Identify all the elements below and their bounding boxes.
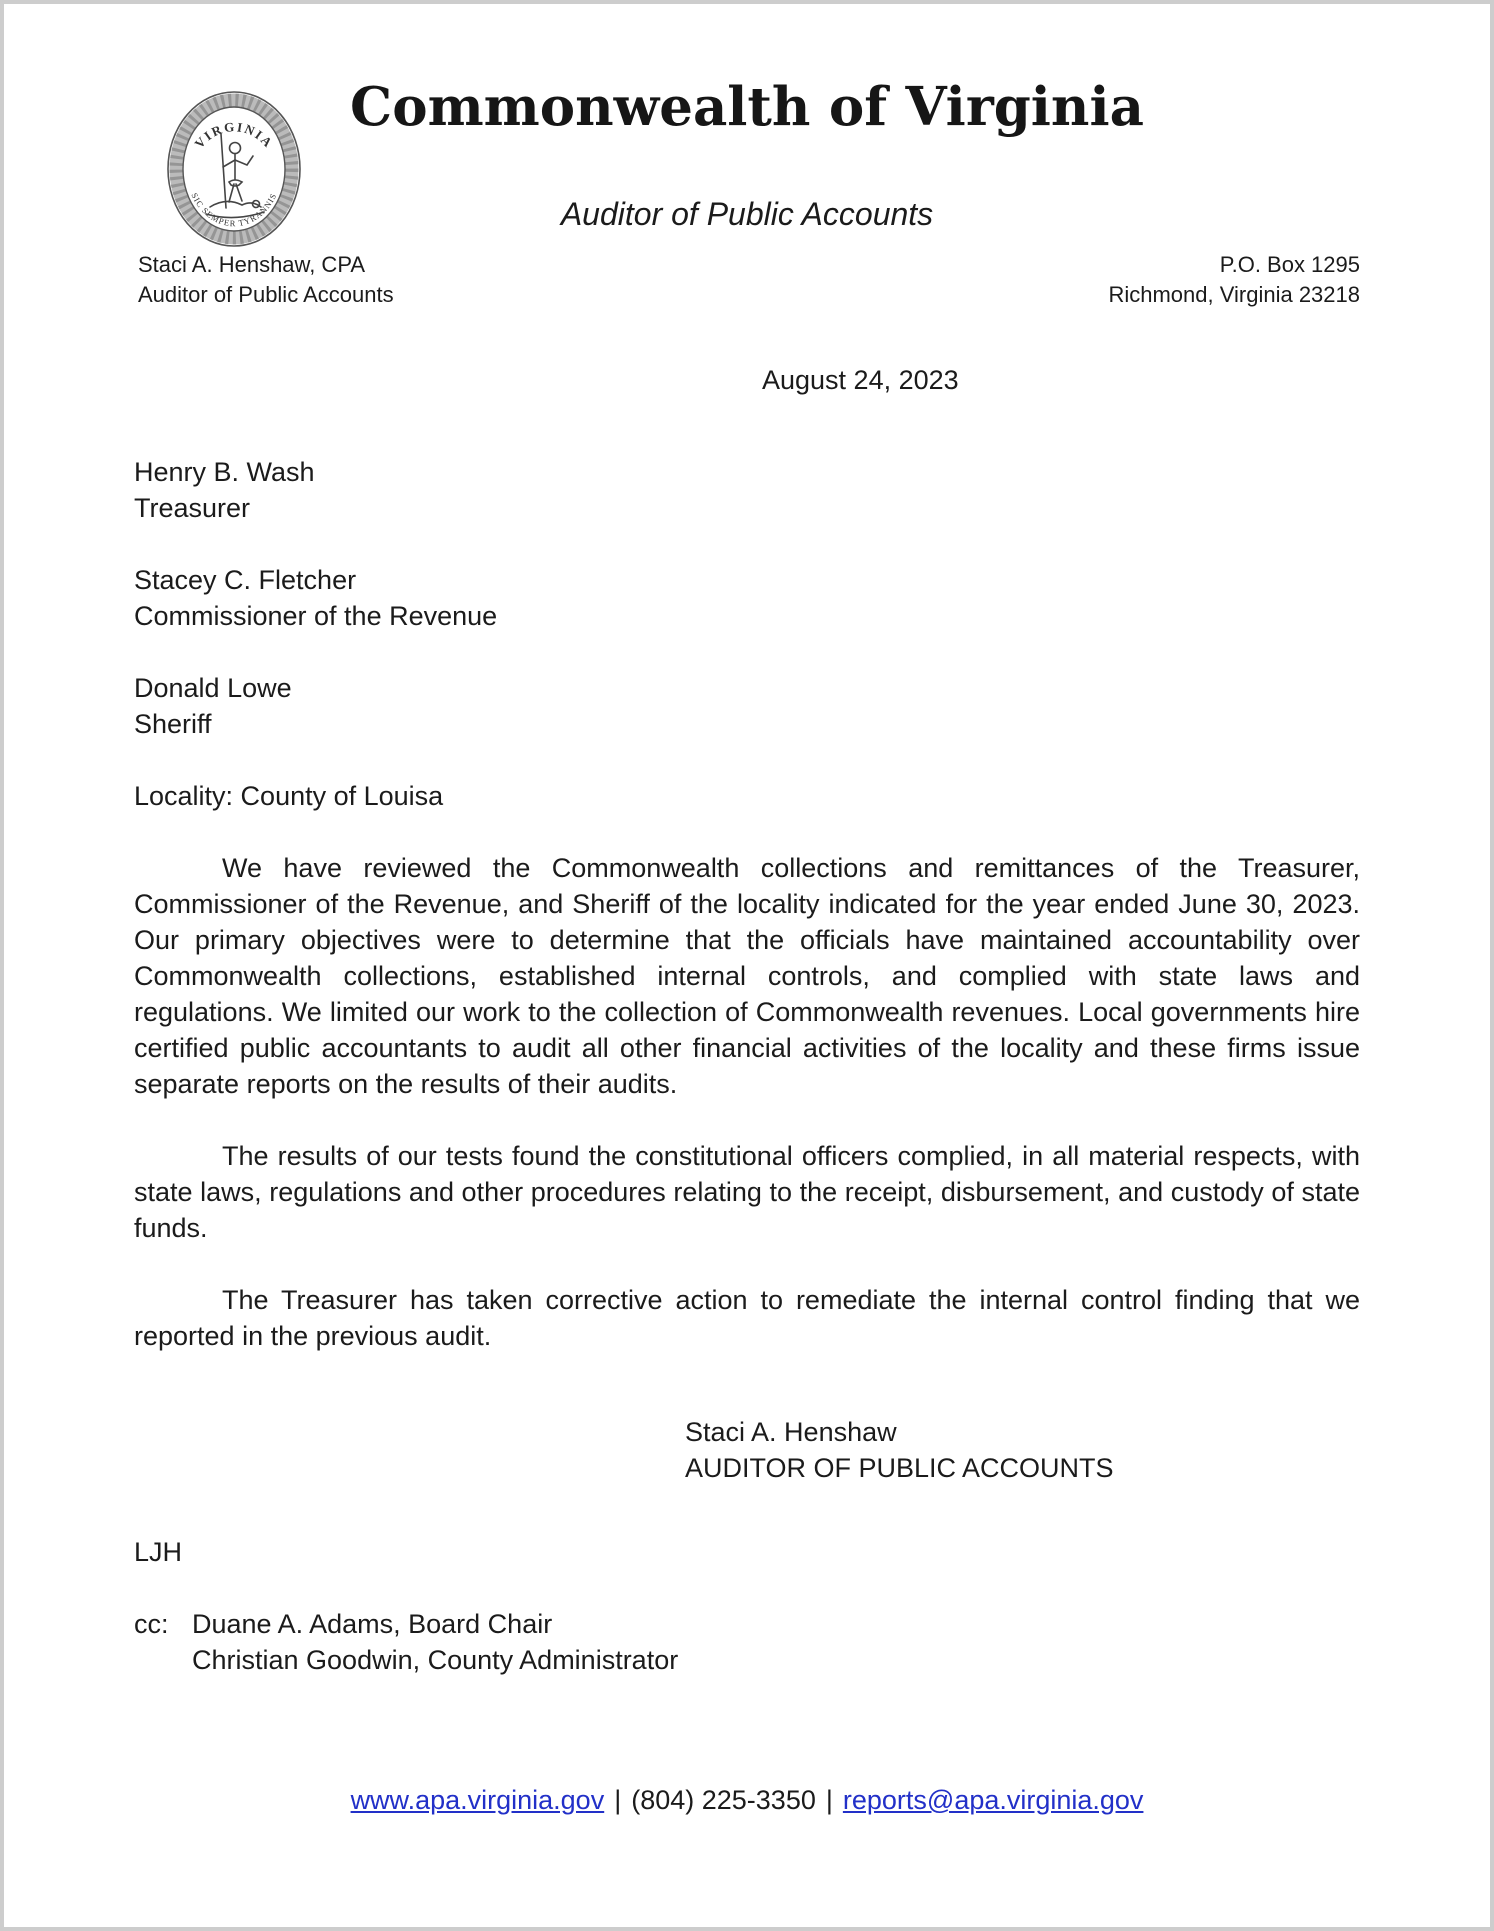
cc-recipient: Christian Goodwin, County Administrator — [192, 1645, 679, 1675]
recipient-group — [134, 670, 1360, 742]
org-subtitle: Auditor of Public Accounts — [560, 196, 934, 232]
auditor-contact-block — [138, 250, 394, 310]
cc-recipient: Duane A. Adams, Board Chair — [192, 1609, 553, 1639]
cc-block — [134, 1606, 1360, 1678]
recipient-group — [134, 454, 1360, 526]
recipient-title: Sheriff — [134, 709, 212, 739]
typist-initials: LJH — [134, 1537, 183, 1567]
letter-footer — [4, 1782, 1490, 1818]
locality-line: Locality: County of Louisa — [134, 781, 444, 811]
seal-bottom-text: SIC SEMPER TYRANNIS — [189, 191, 279, 229]
recipient-title: Commissioner of the Revenue — [134, 601, 498, 631]
recipient-group — [134, 562, 1360, 634]
city-state-zip-line: Richmond, Virginia 23218 — [1108, 282, 1360, 307]
recipient-list — [134, 454, 1360, 814]
recipient-title: Treasurer — [134, 493, 251, 523]
letter-date: August 24, 2023 — [762, 365, 959, 395]
recipient-name: Henry B. Wash — [134, 457, 315, 487]
website-link[interactable]: www.apa.virginia.gov — [350, 1785, 605, 1815]
recipient-name: Donald Lowe — [134, 673, 292, 703]
letterhead-contacts — [138, 250, 1360, 310]
body-paragraph: The results of our tests found the constitutional officers complied, in all material respects, with state laws, regulations and other procedures relating to the receipt, disbursement, and custody of state funds. — [134, 1141, 1360, 1243]
po-box-line: P.O. Box 1295 — [1219, 252, 1360, 277]
signature-title: AUDITOR OF PUBLIC ACCOUNTS — [685, 1453, 1114, 1483]
letterhead — [4, 4, 1490, 334]
letter-body — [4, 362, 1490, 1678]
phone-number: (804) 225-3350 — [631, 1785, 816, 1815]
body-paragraph: The Treasurer has taken corrective action to remediate the internal control finding that we reported in the previous audit. — [134, 1285, 1360, 1351]
auditor-name: Staci A. Henshaw, CPA — [138, 252, 366, 277]
cc-name-list — [192, 1606, 678, 1678]
signature-block — [134, 1414, 1360, 1486]
recipient-name: Stacey C. Fletcher — [134, 565, 357, 595]
email-link[interactable]: reports@apa.virginia.gov — [842, 1785, 1144, 1815]
signature-name: Staci A. Henshaw — [685, 1417, 897, 1447]
body-paragraph: We have reviewed the Commonwealth collections and remittances of the Treasurer, Commissioner of the Revenue, and Sheriff of the locality indicated for the year ended June 30, 2023. Our primary objectives were to determine that the officials have maintained accountability over Commonwealth collections, established internal controls, and complied with state laws and regulations. We limited our work to the collection of Commonwealth revenues. Local governments hire certified public accountants to audit all other financial activities of the locality and these firms issue separate reports on the results of their audits. — [134, 853, 1360, 1099]
footer-separator: | — [614, 1785, 622, 1815]
org-title: Commonwealth of Virginia — [350, 76, 1144, 138]
seal-top-text: VIRGINIA — [191, 118, 277, 152]
auditor-title: Auditor of Public Accounts — [138, 282, 394, 307]
cc-label: cc: — [134, 1609, 169, 1639]
address-contact-block — [1108, 250, 1360, 310]
footer-separator: | — [825, 1785, 833, 1815]
